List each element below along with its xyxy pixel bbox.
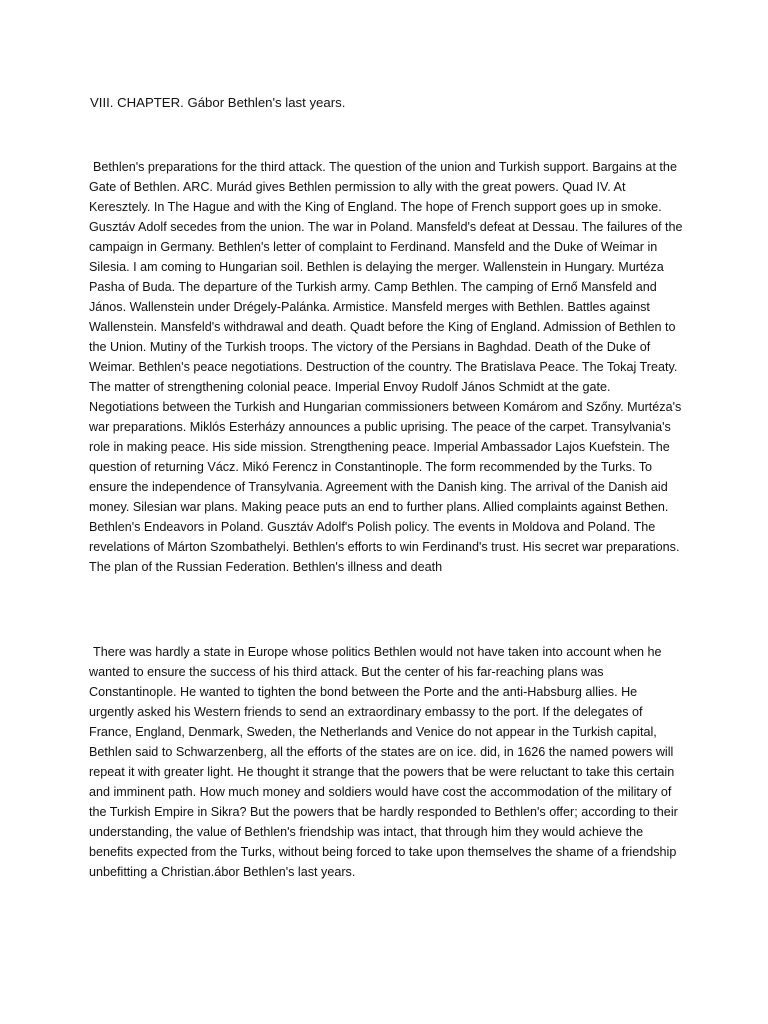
chapter-summary-paragraph: Bethlen's preparations for the third attack. The question of the union and Turkish support. Bargains at the Gate of Bethlen. ARC. Murád gives Bethlen permission to ally with the great powers. Quad IV. At Keresztely. In The Hague and with the King of England. The hope of French support goes up in smoke. Gusztáv Adolf secedes from the union. The war in Poland. Mansfeld's defeat at Dessau. The failures of the campaign in Germany. Bethlen's letter of complaint to Ferdinand. Mansfeld and the Duke of Weimar in Silesia. I am coming to Hungarian soil. Bethlen is delaying the merger. Wallenstein in Hungary. Murtéza Pasha of Buda. The departure of the Turkish army. Camp Bethlen. The camping of Ernő Mansfeld and János. Wallenstein under Drégely-Palánka. Armistice. Mansfeld merges with Bethlen. Battles against Wallenstein. Mansfeld's withdrawal and death. Quadt before the King of England. Admission of Bethlen to the Union. Mutiny of the Turkish troops. The victory of the Persians in Baghdad. Death of the Duke of Weimar. Bethlen's peace negotiations. Destruction of the country. The Bratislava Peace. The Tokaj Treaty. The matter of strengthening colonial peace. Imperial Envoy Rudolf János Schmidt at the gate. Negotiations between the Turkish and Hungarian commissioners between Komárom and Szőny. Murtéza's war preparations. Miklós Esterházy announces a public uprising. The peace of the carpet. Transylvania's role in making peace. His side mission. Strengthening peace. Imperial Ambassador Lajos Kuefstein. The question of returning Vácz. Mikó Ferencz in Constantinople. The form recommended by the Turks. To ensure the independence of Transylvania. Agreement with the Danish king. The arrival of the Danish aid money. Silesian war plans. Making peace puts an end to further plans. Allied complaints against Bethen. Bethlen's Endeavors in Poland. Gusztáv Adolf's Polish policy. The events in Moldova and Poland. The revelations of Márton Szombathelyi. Bethlen's efforts to win Ferdinand's trust. His secret war preparations. The plan of the Russian Federation. Bethlen's illness and death <box>89 160 683 574</box>
chapter-heading: VIII. CHAPTER. Gábor Bethlen's last years. <box>90 95 346 110</box>
chapter-body-paragraph: There was hardly a state in Europe whose politics Bethlen would not have taken into account when he wanted to ensure the success of his third attack. But the center of his far-reaching plans was Constantinople. He wanted to tighten the bond between the Porte and the anti-Habsburg allies. He urgently asked his Western friends to send an extraordinary embassy to the port. If the delegates of France, England, Denmark, Sweden, the Netherlands and Venice do not appear in the Turkish capital, Bethlen said to Schwarzenberg, all the efforts of the states are on ice. did, in 1626 the named powers will repeat it with greater light. He thought it strange that the powers that be were reluctant to take this certain and imminent path. How much money and soldiers would have cost the accommodation of the military of the Turkish Empire in Sikra? But the powers that be hardly responded to Bethlen's offer; according to their understanding, the value of Bethlen's friendship was intact, that through him they would achieve the benefits expected from the Turks, without being forced to take upon themselves the shame of a friendship unbefitting a Christian.ábor Bethlen's last years. <box>89 645 678 879</box>
